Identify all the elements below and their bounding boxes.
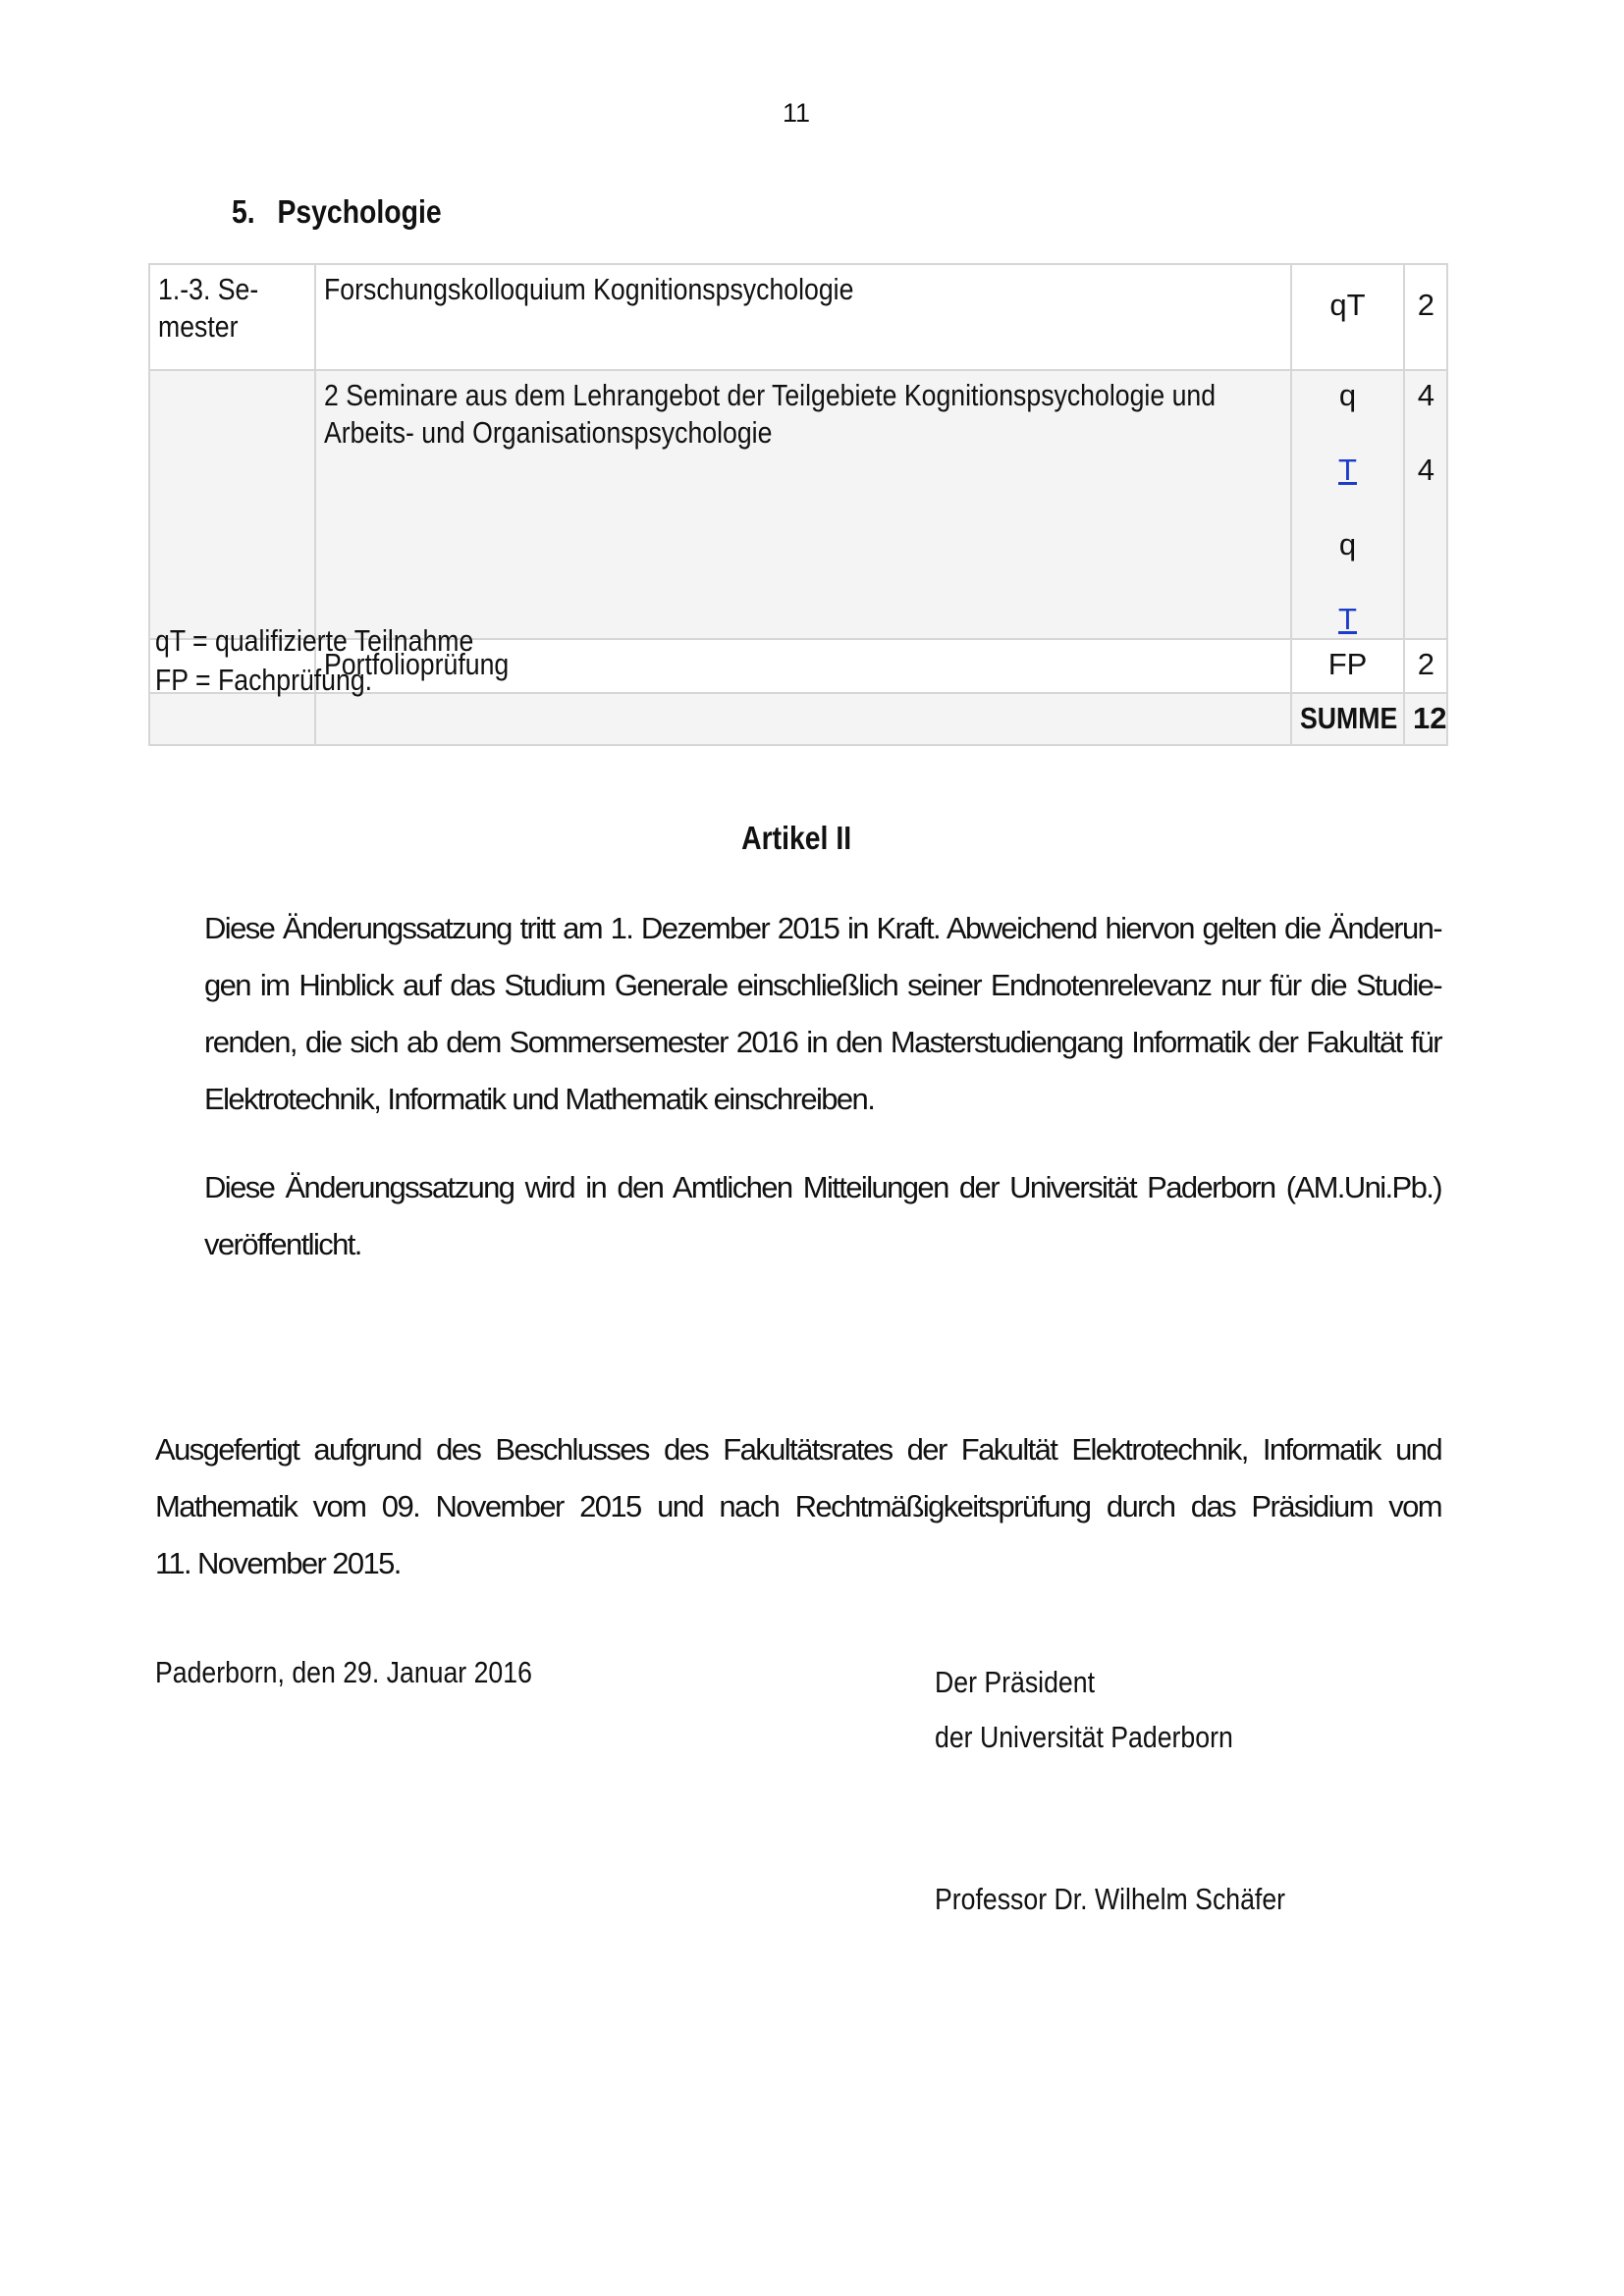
section-number: 5. <box>232 193 255 230</box>
module-cell: Portfolioprüfung <box>315 639 1291 693</box>
type-link[interactable]: T <box>1338 602 1357 636</box>
module-cell: Forschungskolloquium Kognitionspsychologie <box>315 264 1291 370</box>
type-cell: FP <box>1291 639 1404 693</box>
section-heading <box>232 193 475 231</box>
type-cell: qT <box>1291 264 1404 370</box>
type-cell: q T q T <box>1291 370 1404 639</box>
artikel-title: Artikel II <box>741 820 851 856</box>
type-link[interactable]: T <box>1338 453 1357 487</box>
page-number: 11 <box>782 98 811 128</box>
sum-label: SUMME <box>1291 693 1404 745</box>
semester-cell <box>149 370 315 639</box>
table-row <box>149 370 1447 639</box>
section-title: Psychologie <box>277 193 442 230</box>
signatory-title: Der Präsident der Universität Paderborn <box>935 1665 1233 1754</box>
credits-cell: 2 <box>1404 264 1447 370</box>
credits-cell: 4 4 <box>1404 370 1447 639</box>
module-cell: 2 Seminare aus dem Lehrangebot der Teilgebiete Kognitionspsychologie und Arbeits- und Organisationspsychologie <box>315 370 1291 639</box>
credits-cell: 2 <box>1404 639 1447 693</box>
artikel-paragraph-1: Diese Änderungssatzung tritt am 1. Dezember 2015 in Kraft. Abweichend hiervon gelten die Änderun- gen im Hinblick auf das Studium Generale einschließlich seiner Endnotenrelevanz nur für die Studie- renden, die sich ab dem Sommersemester 2016 in den Masterstudiengang Informatik der Fakultät für Elektrotechnik, Informatik und Mathematik einschreiben. <box>204 911 1441 1116</box>
signatory-name: Professor Dr. Wilhelm Schäfer <box>935 1882 1286 1916</box>
table-row <box>149 264 1447 370</box>
sum-row <box>149 693 1447 745</box>
place-date: Paderborn, den 29. Januar 2016 <box>155 1655 532 1689</box>
sum-value: 12 <box>1404 693 1447 745</box>
abbreviation-legend: qT = qualifizierte Teilnahme FP = Fachprüfung. <box>155 623 474 697</box>
artikel-paragraph-2: Diese Änderungssatzung wird in den Amtlichen Mitteilungen der Universität Paderborn (AM.Uni.Pb.) veröffentlicht. <box>204 1170 1441 1261</box>
ausgefertigt-paragraph: Ausgefertigt aufgrund des Beschlusses des Fakultätsrates der Fakultät Elektrotechnik, Informatik und Mathematik vom 09. November 2015 und nach Rechtmäßigkeitsprüfung durch das Präsidium vom 11. November 2015. <box>155 1432 1441 1580</box>
semester-cell: 1.-3. Se- mester <box>149 264 315 370</box>
